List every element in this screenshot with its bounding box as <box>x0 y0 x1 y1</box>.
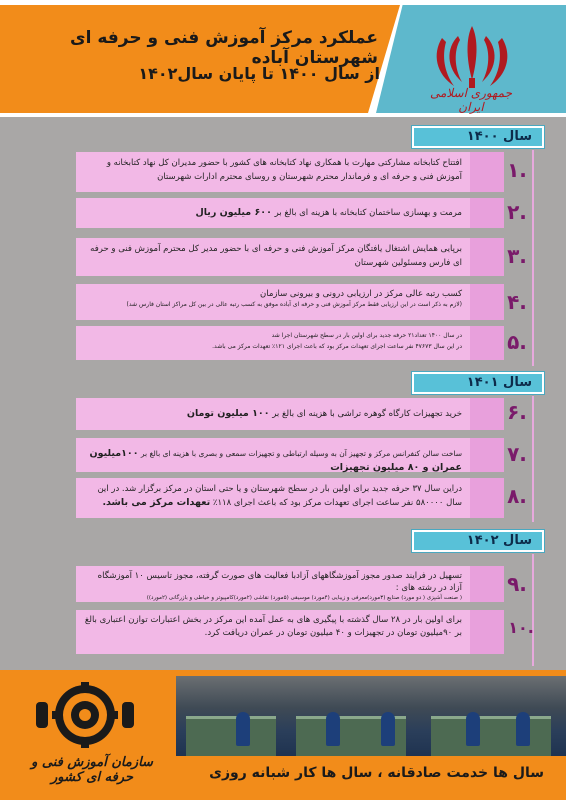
item-number: .۷ <box>507 442 527 466</box>
item-bold: تعهدات مرکز می باشد. <box>102 497 211 508</box>
list-item <box>76 198 504 228</box>
item-number: .۱ <box>507 158 527 182</box>
section-rail <box>508 554 534 666</box>
year-tab-1400: سال ۱۴۰۰ <box>412 126 544 148</box>
year-tab-1402: سال ۱۴۰۲ <box>412 530 544 552</box>
item-text: برای اولین بار در ۲۸ سال گذشته با پیگیری های به عمل آمده این مرکز در بخش اعتبارات توازن اعتباری بالغ بر ۹۰میلیون تومان در تجهیزات و ۴۰ میلیون تومان در عمران دریافت کرد. <box>84 615 462 638</box>
worker <box>516 712 530 746</box>
list-item <box>76 566 504 602</box>
list-item <box>76 478 504 518</box>
item-text: ساخت سالن کنفرانس مرکز و تجهیز آن به وسیله ارتباطی و تجهیزات سمعی و بصری با هزینه ای بالغ بر <box>140 449 462 458</box>
machine <box>431 716 551 756</box>
item-text: در سال ۱۴۰۰ تعداد۲۱ حرفه جدید برای اولین بار در سطح شهرستان اجرا شد <box>271 332 462 339</box>
item-number: .۳ <box>507 244 527 268</box>
item-number: .۱۰ <box>508 618 534 637</box>
worker <box>381 712 395 746</box>
item-note: ( صنعت آشپزی ( دو مورد) صنایع (۳مورد)معرفی و زیبایی (۴مورد) موسیقی (۵مورد) نقاشی (۲مورد)کامپیوتر و خیاطی و بازرگانی (۲مورد)) <box>146 595 462 601</box>
item-number: .۵ <box>507 330 527 354</box>
item-text: تسهیل در فرایند صدور مجوز آموزشگاههای آزادبا فعالیت های صورت گرفته، مجوز تاسیس ۱۰ آموزشگاه آزاد در رشته های : <box>97 571 462 593</box>
item-text: مرمت و بهسازی ساختمان کتابخانه با هزینه ای بالغ بر <box>274 208 462 218</box>
list-item <box>76 438 504 472</box>
item-note: (لازم به ذکر است در این ارزیابی فقط مرکز آموزش فنی و حرفه ای آباده موفق به کسب رتبه عالی در بین کل مراکز استان فارس شد) <box>126 301 462 308</box>
item-number: .۴ <box>507 290 527 314</box>
tvto-logo-icon <box>32 680 138 750</box>
year-tab-1401: سال ۱۴۰۱ <box>412 372 544 394</box>
item-number: .۶ <box>507 400 527 424</box>
list-item <box>76 152 504 192</box>
item-text: برپایی همایش اشتغال یافتگان مرکز آموزش فنی و حرفه ای با حضور مدیر کل محترم آموزش فنی و حرفه ای فارس ومسئولین شهرستان <box>90 244 462 268</box>
machine <box>186 716 276 756</box>
item-number: .۹ <box>507 572 527 596</box>
item-text: کسب رتبه عالی مرکز در ارزیابی درونی و بیرونی سازمان <box>260 289 462 299</box>
worker <box>236 712 250 746</box>
item-text: افتتاح کتابخانه مشارکتی مهارت با همکاری نهاد کتابخانه های کشور با حضور مدیران کل نهاد کتابخانه و آموزش فنی و حرفه ای و فرماندار محترم شهرستان و روسای محترم ادارات شهرستان <box>106 158 462 182</box>
item-bold: ۱۰۰میلیون عمران و ۸۰ میلیون تجهیزات <box>89 448 462 473</box>
list-item <box>76 610 504 654</box>
item-bold: ۱۰۰ میلیون تومان <box>186 408 270 419</box>
page-subtitle: از سال ۱۴۰۰ تا پایان سال۱۴۰۲ <box>138 64 380 83</box>
item-text: خرید تجهیزات کارگاه گوهره تراشی با هزینه ای بالغ بر <box>272 409 462 419</box>
list-item <box>76 238 504 276</box>
org-name: سازمان آموزش فنی و حرفه ای کشور <box>31 755 153 785</box>
list-item <box>76 326 504 360</box>
list-item <box>76 284 504 320</box>
item-note: در این سال ۴۷۶۷۳ نفر ساعت اجرای تعهدات مرکز بود که باعث اجرای ۱۲۱٪ تعهدات مرکز می باشد. <box>212 343 462 350</box>
item-bold: ۶۰۰ میلیون ریال <box>195 207 272 218</box>
workshop-photo <box>176 676 566 756</box>
emblem-caption: جمهوری اسلامی ایران <box>429 86 513 114</box>
item-text: دراین سال ۳۷ حرفه جدید برای اولین بار در سطح شهرستان و یا حتی استان در مرکز برگزار شد. در این سال ۵۸۰۰۰۰ نفر ساعت اجرای تعهدات مرکز بود که باعث اجرای ۱۱۸٪ <box>97 484 462 508</box>
worker <box>466 712 480 746</box>
item-number: .۲ <box>507 200 527 224</box>
list-item <box>76 398 504 430</box>
page-title: عملکرد مرکز آموزش فنی و حرفه ای شهرستان آباده <box>70 28 378 68</box>
footer-slogan: سال ها خدمت صادقانه ، سال ها کار شبانه روزی <box>209 765 544 781</box>
worker <box>326 712 340 746</box>
item-number: .۸ <box>507 484 527 508</box>
